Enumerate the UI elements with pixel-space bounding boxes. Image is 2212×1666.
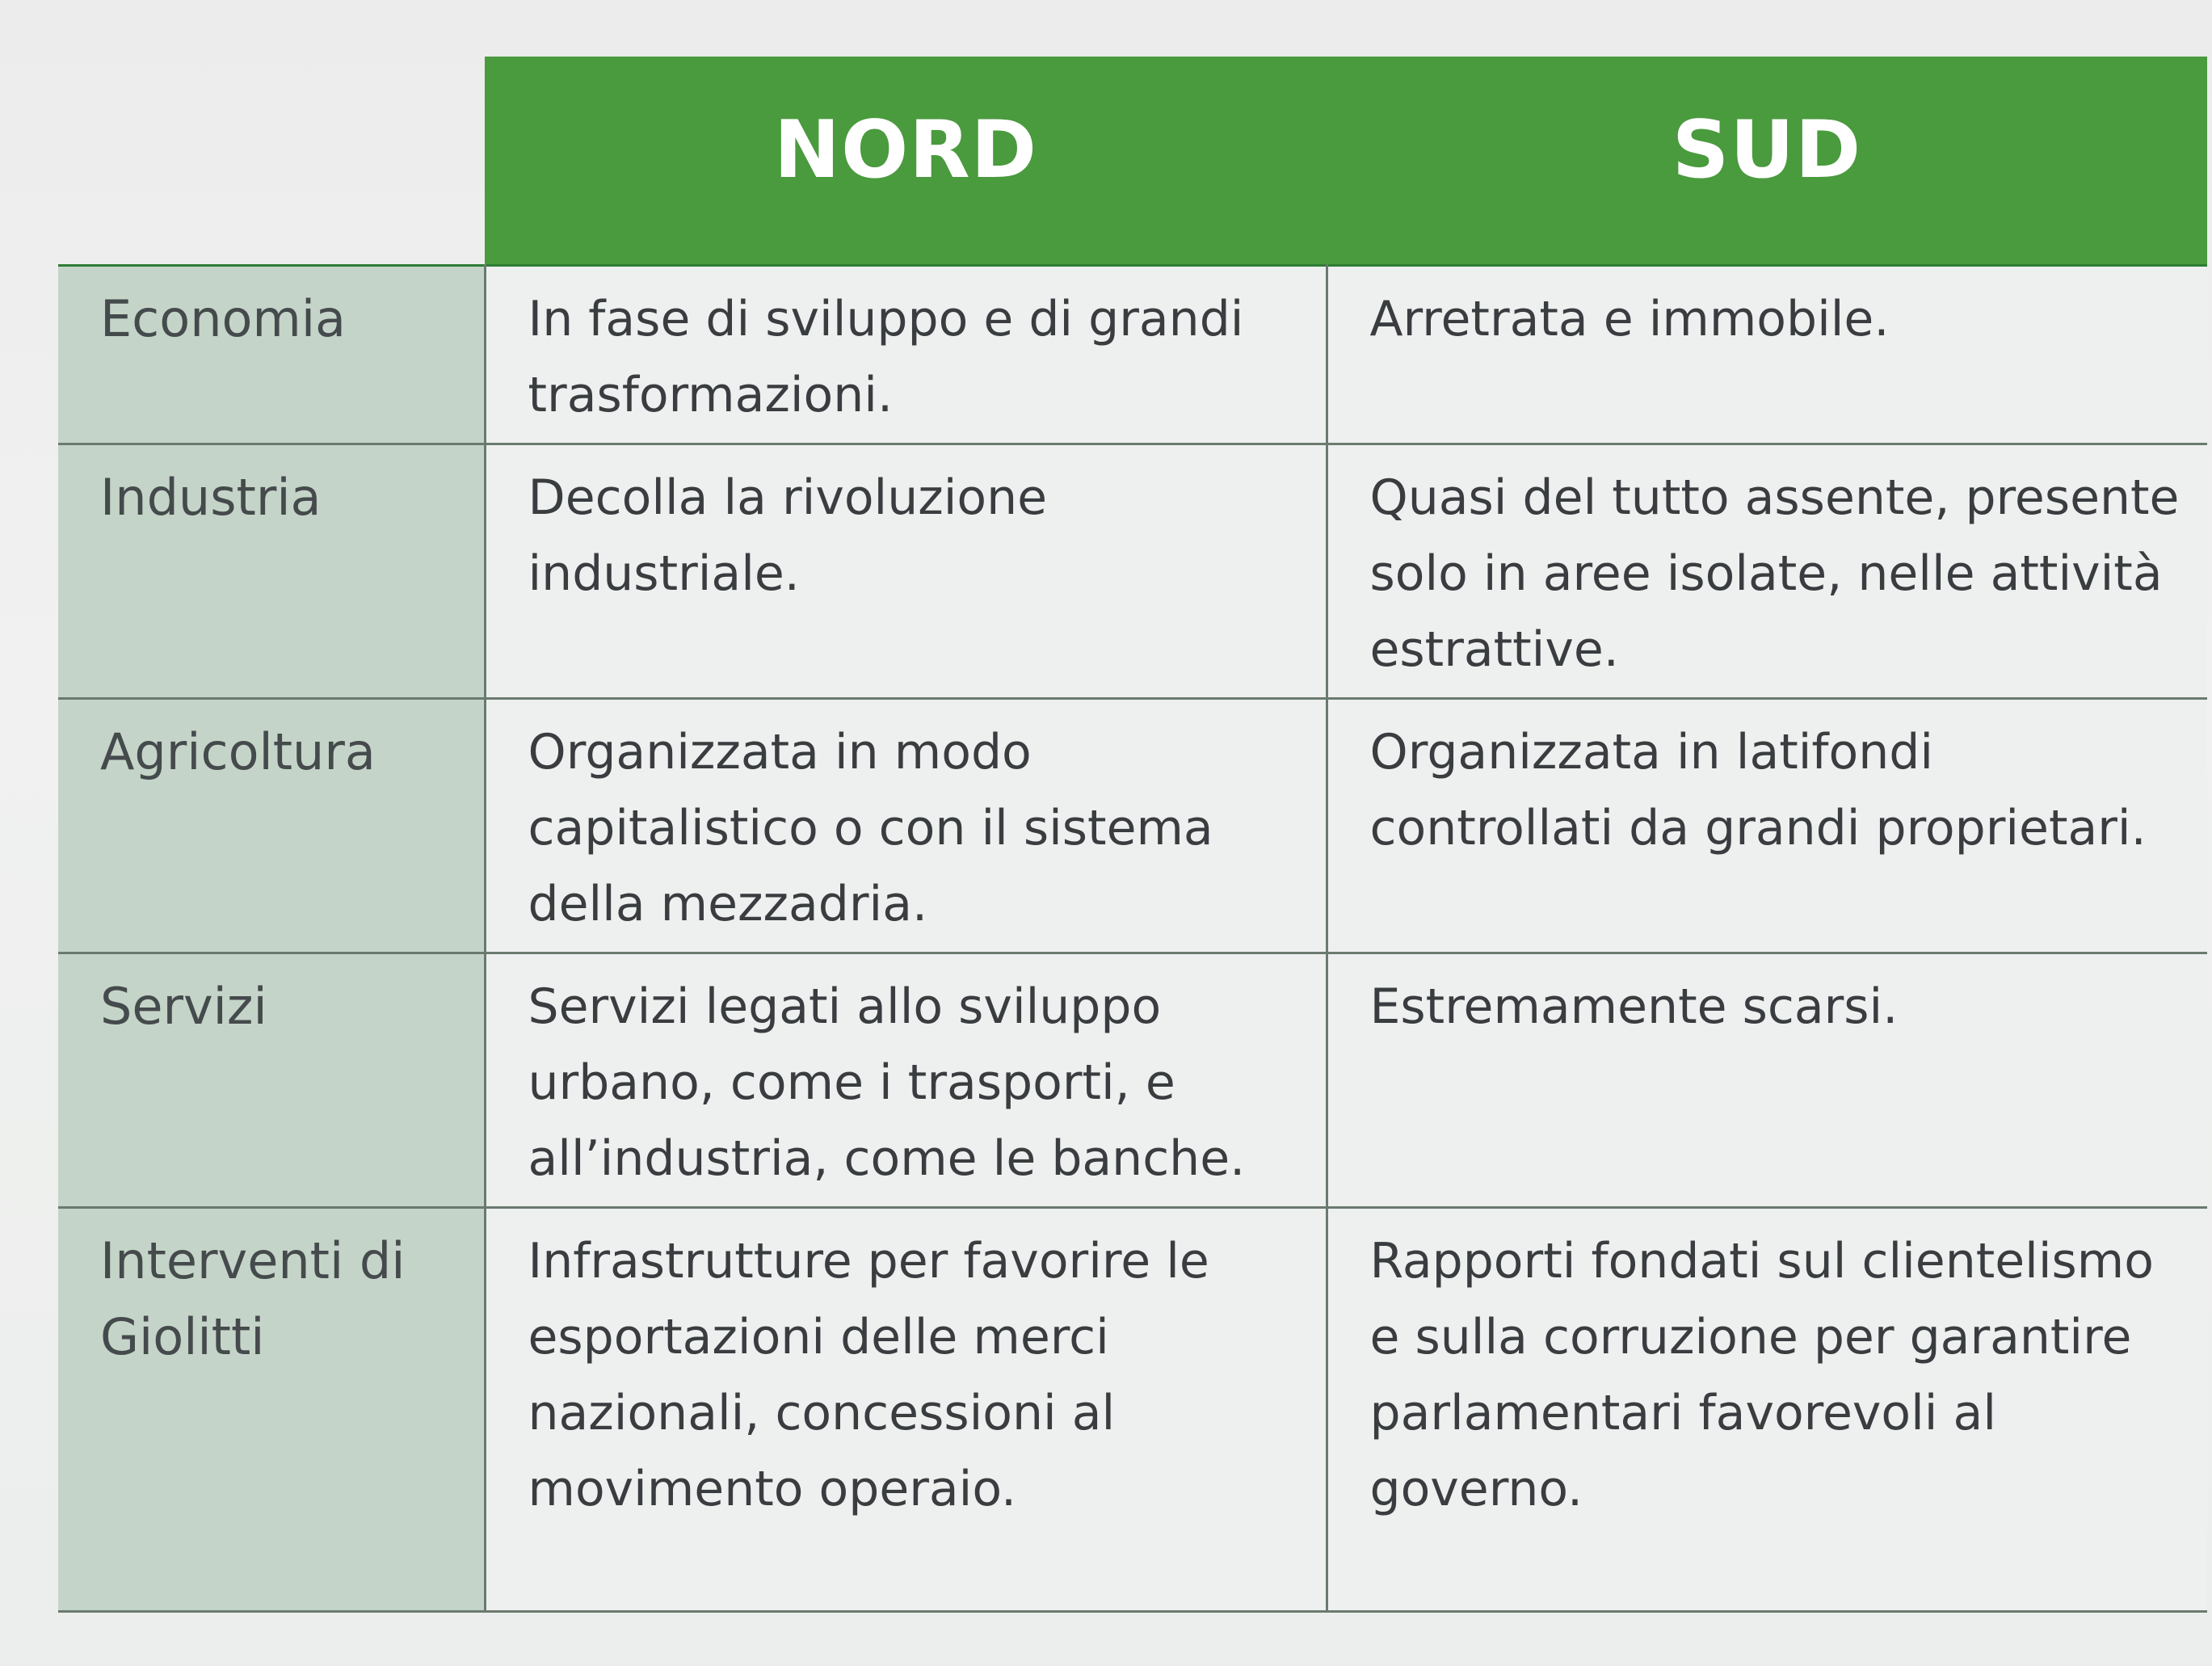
cell-nord-economia: In fase di sviluppo e di grandi trasformazioni. <box>485 265 1327 444</box>
cell-nord-industria: Decolla la rivoluzione industriale. <box>485 444 1327 698</box>
cell-sud-servizi: Estremamente scarsi. <box>1327 953 2207 1207</box>
cell-sud-industria: Quasi del tutto assente, presente solo in aree isolate, nelle attività estrattive. <box>1327 444 2207 698</box>
row-label-agricoltura: Agricoltura <box>58 698 485 953</box>
table-row <box>58 698 2207 953</box>
header-nord: NORD <box>485 57 1327 265</box>
comparison-table-container <box>58 57 2207 1613</box>
table-row <box>58 444 2207 698</box>
table-row <box>58 265 2207 444</box>
cell-nord-interventi: Infrastrutture per favorire le esportazioni delle merci nazionali, concessioni al movimento operaio. <box>485 1207 1327 1611</box>
empty-corner-cell <box>58 57 485 265</box>
row-label-economia: Economia <box>58 265 485 444</box>
row-label-servizi: Servizi <box>58 953 485 1207</box>
cell-nord-agricoltura: Organizzata in modo capitalistico o con il sistema della mezzadria. <box>485 698 1327 953</box>
table-row <box>58 1207 2207 1611</box>
cell-sud-agricoltura: Organizzata in latifondi controllati da grandi proprietari. <box>1327 698 2207 953</box>
nord-sud-comparison-table <box>58 57 2207 1613</box>
cell-sud-interventi: Rapporti fondati sul clientelismo e sulla corruzione per garantire parlamentari favorevoli al governo. <box>1327 1207 2207 1611</box>
cell-sud-economia: Arretrata e immobile. <box>1327 265 2207 444</box>
header-sud: SUD <box>1327 57 2207 265</box>
header-row <box>58 57 2207 265</box>
row-label-interventi: Interventi di Giolitti <box>58 1207 485 1611</box>
row-label-industria: Industria <box>58 444 485 698</box>
cell-nord-servizi: Servizi legati allo sviluppo urbano, come i trasporti, e all’industria, come le banche. <box>485 953 1327 1207</box>
table-row <box>58 953 2207 1207</box>
